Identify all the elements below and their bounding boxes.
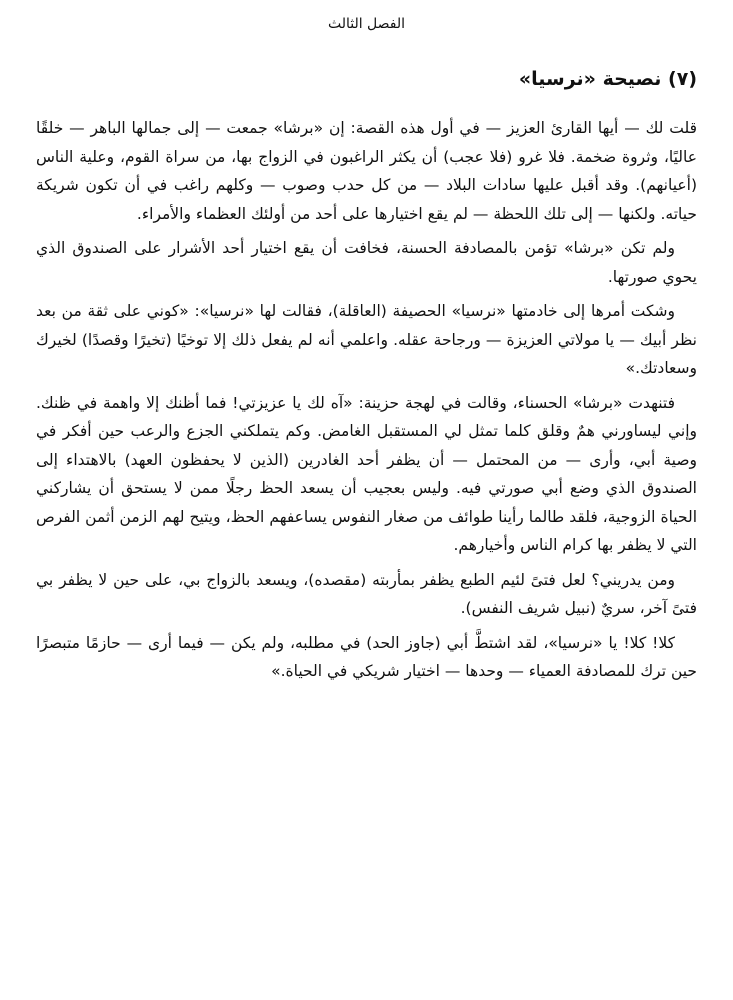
paragraph: قلت لك — أيها القارئ العزيز — في أول هذه القصة: إن «برشا» جمعت — إلى جمالها الباهر — خلقًا عاليًا، وثروة ضخمة. فلا غرو (فلا عجب) أن يكثر الراغبون في الزواج بها، من سراة القوم، وعلية الناس (أعيانهم). وقد أقبل عليها سادات البلاد — من كل حدب وصوب — وكلهم راغب في أن تكون شريكة حياته. ولكنها — إلى تلك اللحظة — لم يقع اختيارها على أحد من أولئك العظماء والأمراء. — [36, 119, 697, 223]
section-title: (٧) نصيحة «نرسيا» — [518, 68, 697, 90]
paragraph: وشكت أمرها إلى خادمتها «نرسيا» الحصيفة (العاقلة)، فقالت لها «نرسيا»: «كوني على ثقة من بعد نظر أبيك — يا مولاتي العزيزة — ورجاحة عقله. واعلمي أنه لم يفعل ذلك إلا توخيًا (تخيرًا وقصدًا) لخيرك وسعادتك.» — [36, 302, 697, 377]
paragraph: ومن يدريني؟ لعل فتىً لئيم الطبع يظفر بمأربته (مقصده)، ويسعد بالزواج بي، على حين لا يظفر بي فتىً آخر، سريٌ (نبيل شريف النفس). — [36, 570, 697, 617]
paragraph: كلا! كلا! يا «نرسيا»، لقد اشتطَّ أبي (جاوز الحد) في مطلبه، ولم يكن — فيما أرى — حازمًا متبصرًا حين ترك للمصادفة العمياء — وحدها — اختيار شريكي في الحياة.» — [36, 633, 697, 680]
paragraph: فتنهدت «برشا» الحسناء، وقالت في لهجة حزينة: «آه لك يا عزيزتي! فما أظنك إلا واهمة في ظنك. وإني ليساورني همٌ وقلق كلما تمثل لي المستقبل الغامض. وكم يتملكني الجزع والرعب حين أفكر في وصية أبي، وأرى — من المحتمل — أن يظفر أحد الغادرين (الذين لا يحفظون العهد) بالاهتداء إلى الصندوق الذي وضع أبي صورتي فيه. وليس بعجيب أن يسعد الحظ رجلًا ممن لا يستحق أن يشاركني الحياة الزوجية، فلقد طالما رأينا طوائف من صغار النفوس يساعفهم الحظ، ويتيح لهم الزمن أثمن الفرص التي لا يظفر بها كرام الناس وأخيارهم. — [36, 393, 697, 554]
running-head: الفصل الثالث — [327, 16, 406, 32]
section-body — [36, 114, 697, 686]
paragraph: ولم تكن «برشا» تؤمن بالمصادفة الحسنة، فخافت أن يقع اختيار أحد الأشرار على الصندوق الذي يحوي صورتها. — [36, 239, 697, 286]
